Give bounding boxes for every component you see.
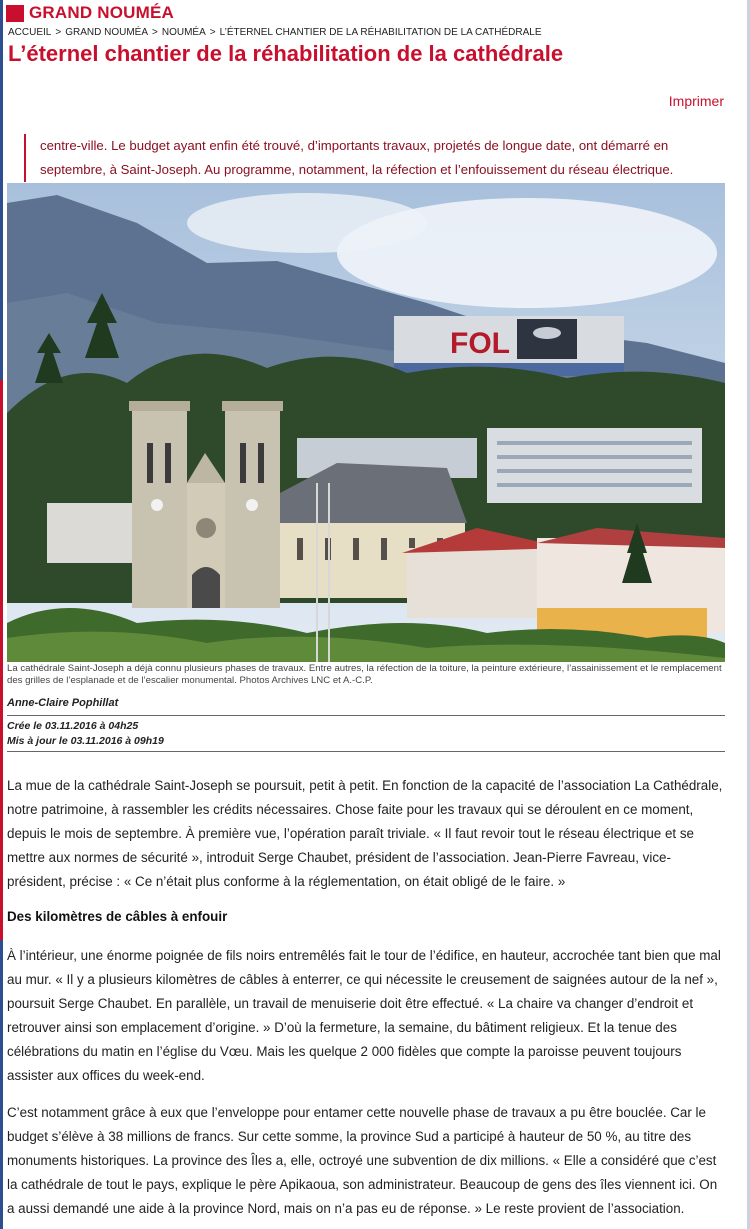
article-paragraph-1: La mue de la cathédrale Saint-Joseph se poursuit, petit à petit. En fonction de la capacité de l’association La Cathédrale, notre patrimoine, à rassembler les crédits nécessaires. Chose faite pour les travaux qui se déroulent en ce moment, depuis le mois de septembre. À première vue, l’opération paraît triviale. « Il faut revoir tout le réseau électrique et se mettre aux normes de sécurité », introduit Serge Chaubet, président de l’association. Jean-Pierre Favreau, vice-président, précise : « Ce n’était plus conforme à la réglementation, on était obligé de le faire. » <box>7 778 723 889</box>
cathedral-photo-illustration <box>7 183 725 662</box>
article-subheading: Des kilomètres de câbles à enfouir <box>7 909 228 924</box>
page-edge-left <box>0 0 3 1229</box>
breadcrumb-separator: > <box>209 27 216 38</box>
breadcrumb-item-noumea[interactable]: NOUMÉA <box>161 27 206 38</box>
breadcrumb <box>8 27 542 38</box>
author-name: Anne-Claire Pophillat <box>7 697 119 709</box>
divider <box>7 751 725 752</box>
section-square-icon <box>6 5 24 22</box>
updated-date: Mis à jour le 03.11.2016 à 09h19 <box>7 735 164 747</box>
article-dates <box>7 719 164 749</box>
article-paragraph-2: À l’intérieur, une énorme poignée de fils noirs entremêlés fait le tour de l’édifice, en hauteur, accrochée tant bien que mal au mur. « Il y a plusieurs kilomètres de câbles à enterrer, ce qui nécessite le creusement de saignées autour de la nef », poursuit Serge Chaubet. En parallèle, un travail de menuiserie doit être effectué. « La chaire va changer d’endroit et retrouver ainsi son emplacement d’origine. » D’où la fermeture, la semaine, du bâtiment religieux. Et la tenue des célébrations du matin en l’église du Vœu. Mais les quelque 2 000 fidèles que compte la paroisse peuvent toujours assister aux offices du week-end. <box>7 948 721 1083</box>
breadcrumb-separator: > <box>152 27 158 38</box>
section-header[interactable] <box>6 3 174 23</box>
created-date: Crée le 03.11.2016 à 04h25 <box>7 720 139 732</box>
breadcrumb-item-accueil[interactable]: ACCUEIL <box>8 27 52 38</box>
page-title: L’éternel chantier de la réhabilitation de la cathédrale <box>8 41 564 66</box>
section-name[interactable]: GRAND NOUMÉA <box>29 3 175 22</box>
billboard-text: FOL <box>450 327 510 360</box>
breadcrumb-item-grand-noumea[interactable]: GRAND NOUMÉA <box>65 27 148 38</box>
breadcrumb-item-current: L’ÉTERNEL CHANTIER DE LA RÉHABILITATION DE LA CATHÉDRALE <box>219 27 542 38</box>
print-link[interactable]: Imprimer <box>668 93 724 109</box>
divider <box>7 715 725 716</box>
article-paragraph-3: C’est notamment grâce à eux que l’enveloppe pour entamer cette nouvelle phase de travaux a pu être bouclée. Car le budget s’élève à 38 millions de francs. Sur cette somme, la province Sud a participé à hauteur de 50 %, au titre des monuments historiques. La province des Îles a, elle, octroyé une subvention de dix millions. « Elle a considéré que c’est la cathédrale de tout le pays, explique le père Apikaoua, son administrateur. Beaucoup de gens des îles viennent ici. On a aussi demandé une aide à la province Nord, mais on n’a pas eu de réponse. » Le reste provient de l’association. <box>7 1105 718 1216</box>
article-photo[interactable] <box>7 183 725 662</box>
photo-caption: La cathédrale Saint-Joseph a déjà connu plusieurs phases de travaux. Entre autres, la réfection de la toiture, la peinture extérieure, l’assainissement et le remplacement des grilles de l’esplanade et de l’escalier monumental. Photos Archives LNC et A.-C.P. <box>7 663 722 686</box>
breadcrumb-separator: > <box>55 27 62 38</box>
article-lead: centre-ville. Le budget ayant enfin été trouvé, d’importants travaux, projetés de longue date, ont démarré en septembre, à Saint-Joseph. Au programme, notamment, la réfection et l’enfouissement du réseau électrique. <box>24 134 725 182</box>
